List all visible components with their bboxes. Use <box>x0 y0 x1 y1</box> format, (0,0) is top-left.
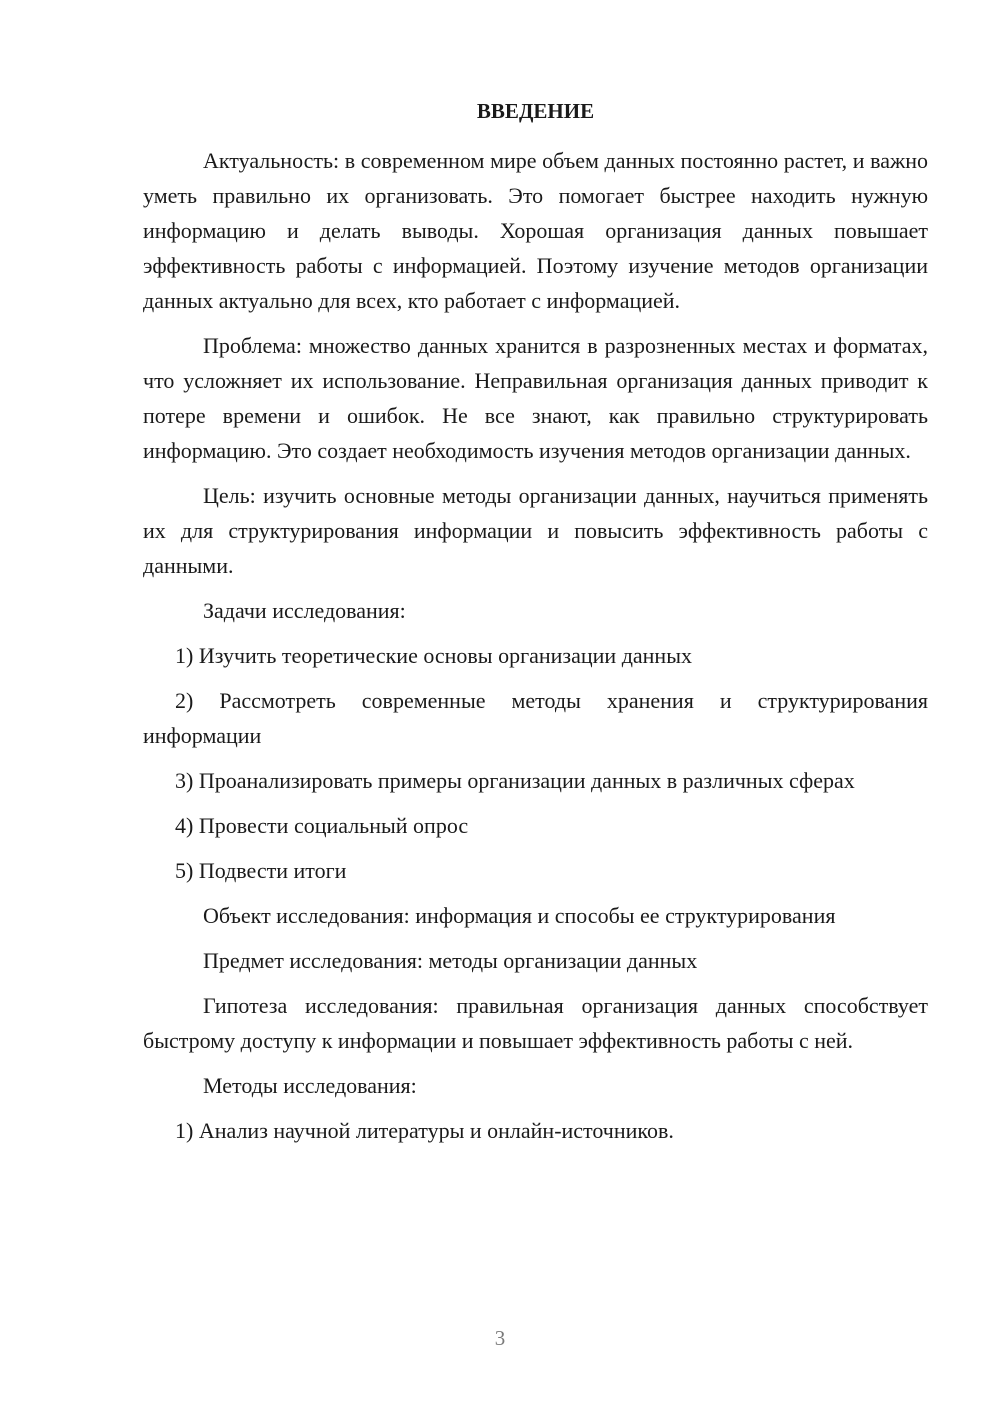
method-item-1: 1) Анализ научной литературы и онлайн-источников. <box>175 1118 674 1143</box>
paragraph-goal: Цель: изучить основные методы организации данных, научиться применять их для структурирования информации и повысить эффективность работы с данными. <box>143 483 928 578</box>
task-item-5: 5) Подвести итоги <box>175 858 347 883</box>
research-subject: Предмет исследования: методы организации данных <box>203 948 698 973</box>
task-item-4: 4) Провести социальный опрос <box>175 813 469 838</box>
methods-heading: Методы исследования: <box>203 1073 417 1098</box>
research-object: Объект исследования: информация и способы ее структурирования <box>203 903 836 928</box>
research-hypothesis: Гипотеза исследования: правильная организация данных способствует быстрому доступу к информации и повышает эффективность работы с ней. <box>143 993 928 1053</box>
paragraph-problem: Проблема: множество данных хранится в разрозненных местах и форматах, что усложняет их использование. Неправильная организация данных приводит к потере времени и ошибок. Не все знают, как правильно структурировать информацию. Это создает необходимость изучения методов организации данных. <box>143 333 928 463</box>
paragraph-relevance: Актуальность: в современном мире объем данных постоянно растет, и важно уметь правильно их организовать. Это помогает быстрее находить нужную информацию и делать выводы. Хорошая организация данных повышает эффективность работы с информацией. Поэтому изучение методов организации данных актуально для всех, кто работает с информацией. <box>143 148 928 313</box>
section-title: ВВЕДЕНИЕ <box>476 99 595 123</box>
page-number: 3 <box>494 1326 506 1350</box>
task-item-3: 3) Проанализировать примеры организации данных в различных сферах <box>175 768 855 793</box>
task-item-1: 1) Изучить теоретические основы организации данных <box>175 643 692 668</box>
document-page <box>143 94 928 1158</box>
tasks-heading: Задачи исследования: <box>203 598 406 623</box>
task-item-2: 2) Рассмотреть современные методы хранения и структурирования информации <box>143 688 928 748</box>
